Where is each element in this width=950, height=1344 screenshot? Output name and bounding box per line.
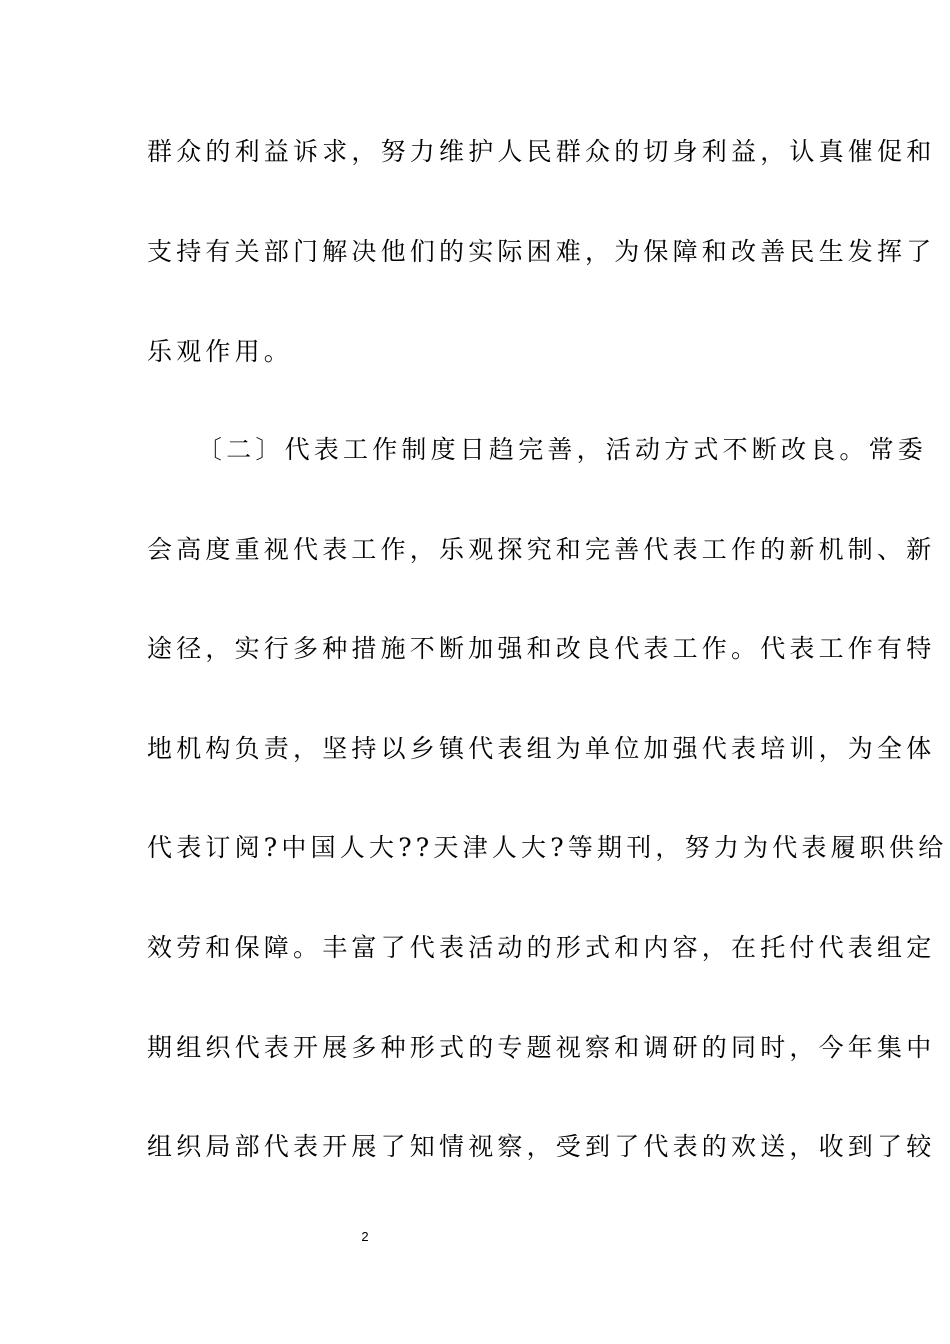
- paragraph-line: 支持有关部门解决他们的实际困难，为保障和改善民生发挥了: [147, 237, 936, 266]
- paragraph-line: 途径，实行多种措施不断加强和改良代表工作。代表工作有特: [147, 634, 936, 663]
- paragraph-line: 代表订阅?中国人大??天津人大?等期刊，努力为代表履职供给: [147, 833, 948, 862]
- page-number: 2: [361, 1229, 369, 1244]
- paragraph-line: 效劳和保障。丰富了代表活动的形式和内容，在托付代表组定: [147, 933, 936, 962]
- paragraph-line: 乐观作用。: [147, 337, 294, 366]
- paragraph-line: 组织局部代表开展了知情视察，受到了代表的欢送，收到了较: [147, 1132, 936, 1161]
- paragraph-line: 会高度重视代表工作，乐观探究和完善代表工作的新机制、新: [147, 535, 936, 564]
- paragraph-line: 〔二〕代表工作制度日趋完善，活动方式不断改良。常委: [197, 435, 928, 464]
- paragraph-line: 群众的利益诉求，努力维护人民群众的切身利益，认真催促和: [147, 137, 936, 166]
- paragraph-line: 期组织代表开展多种形式的专题视察和调研的同时，今年集中: [147, 1033, 936, 1062]
- paragraph-line: 地机构负责，坚持以乡镇代表组为单位加强代表培训，为全体: [147, 734, 936, 763]
